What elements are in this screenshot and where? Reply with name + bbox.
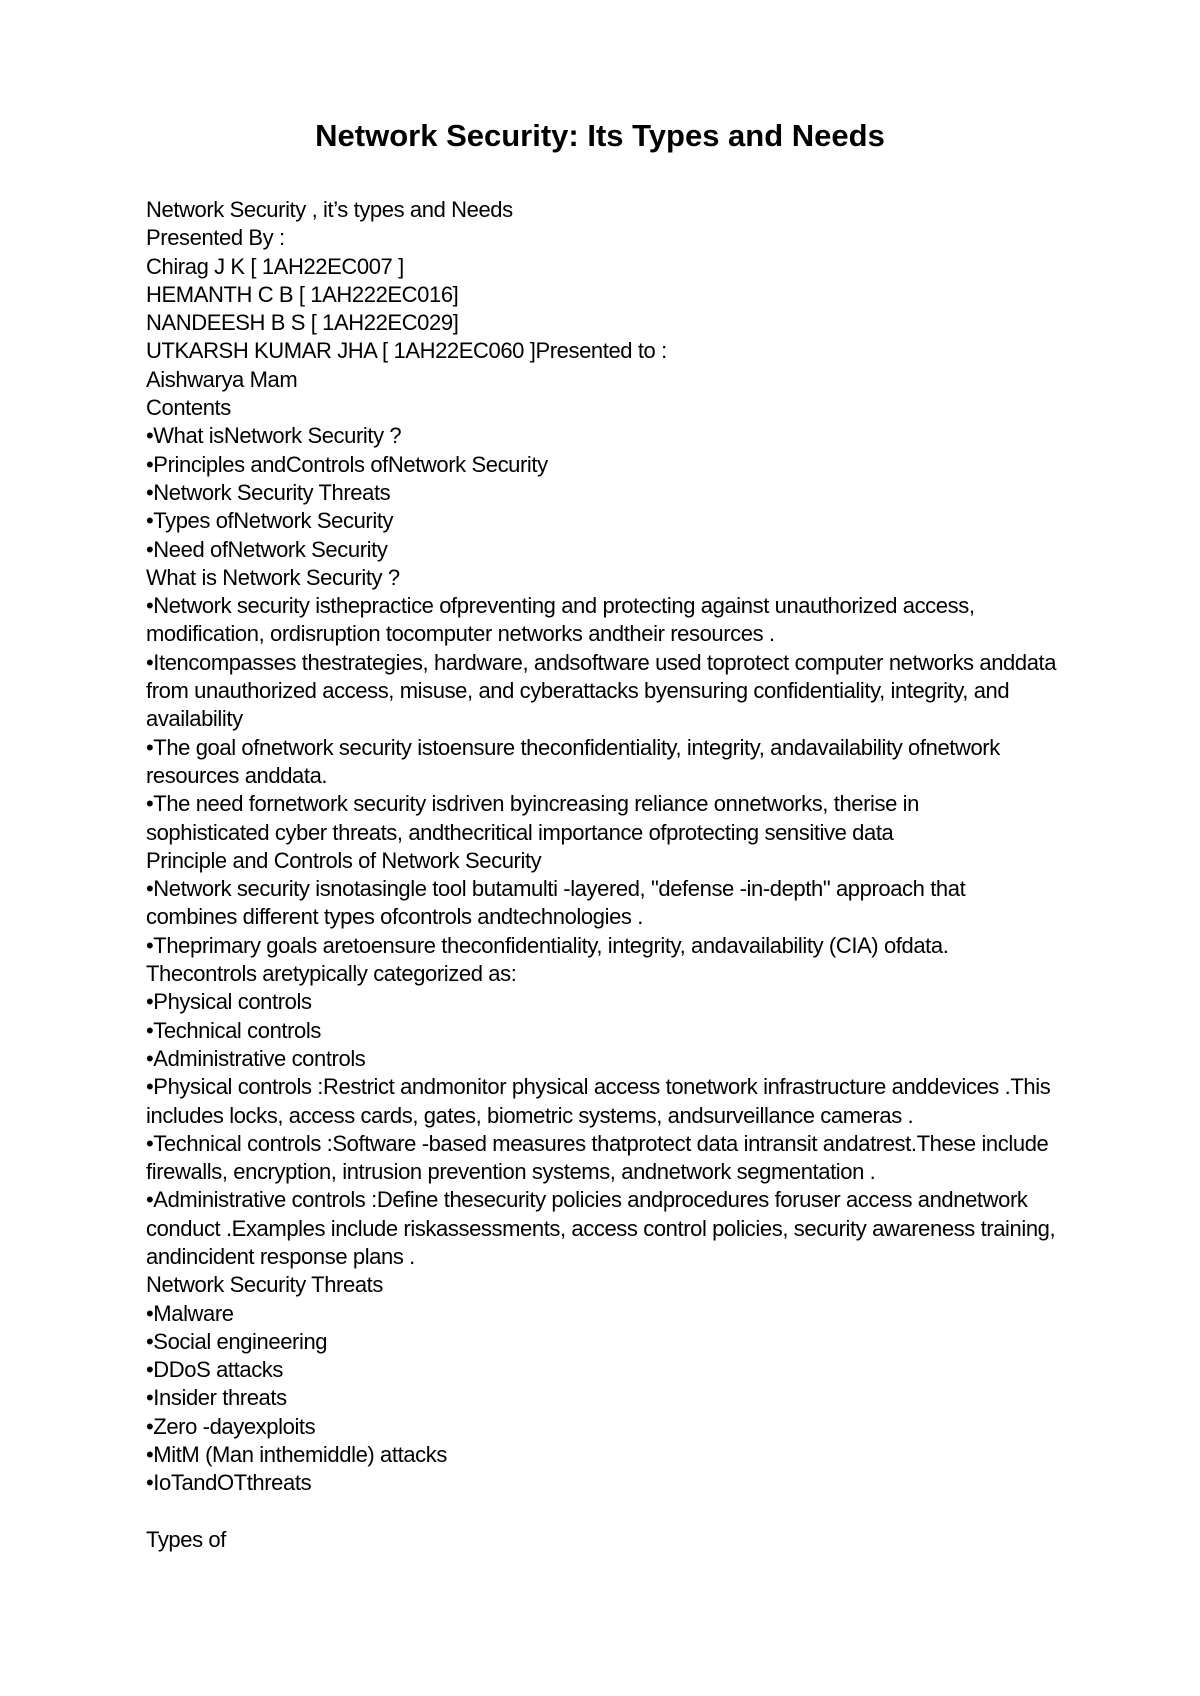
presented-by-label: Presented By : xyxy=(146,225,285,251)
paragraph-line: firewalls, encryption, intrusion prevention systems, andnetwork segmentation . xyxy=(146,1159,876,1185)
paragraph-line: from unauthorized access, misuse, and cyberattacks byensuring confidentiality, integrity, and xyxy=(146,678,1010,704)
section-heading-threats: Network Security Threats xyxy=(146,1272,383,1298)
list-item: •DDoS attacks xyxy=(146,1357,283,1383)
list-item: •Malware xyxy=(146,1300,234,1326)
presenter-name: Chirag J K [ 1AH22EC007 ] xyxy=(146,253,404,279)
list-item: •Technical controls xyxy=(146,1017,321,1043)
paragraph-line: •Technical controls :Software -based measures thatprotect data intransit andatrest.These include xyxy=(146,1130,1049,1156)
list-item: •Physical controls xyxy=(146,989,312,1015)
paragraph-line: sophisticated cyber threats, andthecritical importance ofprotecting sensitive data xyxy=(146,819,894,845)
paragraph-line: availability xyxy=(146,706,243,732)
contents-item: •Principles andControls ofNetwork Security xyxy=(146,451,548,477)
paragraph-line: resources anddata. xyxy=(146,762,328,788)
paragraph-line: •Theprimary goals aretoensure theconfidentiality, integrity, andavailability (CIA) ofdata. xyxy=(146,932,949,958)
paragraph-line: •Administrative controls :Define thesecurity policies andprocedures foruser access andnetwork xyxy=(146,1187,1028,1213)
blank-line xyxy=(146,1498,1196,1526)
paragraph-line: •The need fornetwork security isdriven byincreasing reliance onnetworks, therise in xyxy=(146,791,920,817)
list-item: •Zero -dayexploits xyxy=(146,1413,316,1439)
presenter-name: UTKARSH KUMAR JHA [ 1AH22EC060 ]Presented to : xyxy=(146,338,667,364)
section-heading-what-is: What is Network Security ? xyxy=(146,564,400,590)
paragraph-line: •Physical controls :Restrict andmonitor physical access tonetwork infrastructure anddevices .This xyxy=(146,1074,1051,1100)
document-body xyxy=(146,196,1196,1554)
paragraph-line: conduct .Examples include riskassessments, access control policies, security awareness training, xyxy=(146,1215,1056,1241)
paragraph-line: •Network security isnotasingle tool butamulti -layered, "defense -in-depth" approach that xyxy=(146,876,966,902)
list-item: •Insider threats xyxy=(146,1385,287,1411)
paragraph-line: modification, ordisruption tocomputer networks andtheir resources . xyxy=(146,621,775,647)
paragraph-line: andincident response plans . xyxy=(146,1243,415,1269)
list-item: •MitM (Man inthemiddle) attacks xyxy=(146,1442,447,1468)
paragraph-line: •Itencompasses thestrategies, hardware, andsoftware used toprotect computer networks anddata xyxy=(146,649,1057,675)
paragraph-line: combines different types ofcontrols andtechnologies . xyxy=(146,904,643,930)
presented-to-name: Aishwarya Mam xyxy=(146,366,298,392)
list-item: •IoTandOTthreats xyxy=(146,1470,312,1496)
presenter-name: NANDEESH B S [ 1AH22EC029] xyxy=(146,310,459,336)
paragraph-line: includes locks, access cards, gates, biometric systems, andsurveillance cameras . xyxy=(146,1102,914,1128)
paragraph-line: •The goal ofnetwork security istoensure theconfidentiality, integrity, andavailability ofnetwork xyxy=(146,734,1000,760)
section-heading-types: Types of xyxy=(146,1526,226,1552)
contents-item: •Types ofNetwork Security xyxy=(146,508,394,534)
presenter-name: HEMANTH C B [ 1AH222EC016] xyxy=(146,281,459,307)
paragraph-line: •Network security isthepractice ofpreventing and protecting against unauthorized access, xyxy=(146,593,975,619)
list-item: •Administrative controls xyxy=(146,1045,366,1071)
contents-item: •Network Security Threats xyxy=(146,479,391,505)
document-title: Network Security: Its Types and Needs xyxy=(315,118,885,153)
section-heading-principles: Principle and Controls of Network Security xyxy=(146,847,542,873)
section-heading-contents: Contents xyxy=(146,395,231,421)
contents-item: •What isNetwork Security ? xyxy=(146,423,402,449)
subtitle-line: Network Security , it’s types and Needs xyxy=(146,197,513,222)
list-item: •Social engineering xyxy=(146,1328,328,1354)
contents-item: •Need ofNetwork Security xyxy=(146,536,388,562)
paragraph-line: Thecontrols aretypically categorized as: xyxy=(146,961,517,987)
